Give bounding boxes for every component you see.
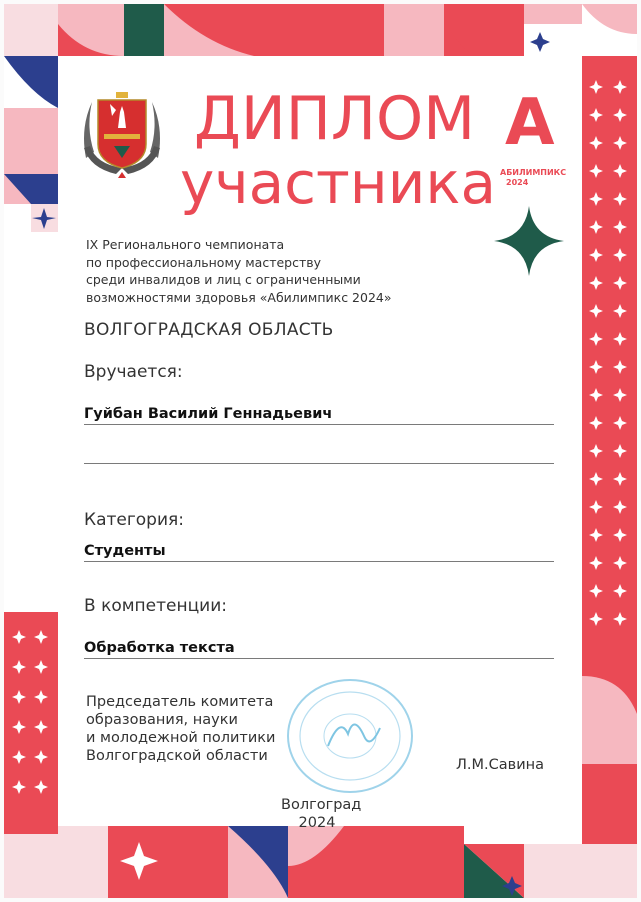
region-name: ВОЛГОГРАДСКАЯ ОБЛАСТЬ — [84, 320, 334, 340]
abilympics-logo-name: АБИЛИМПИКС — [500, 168, 567, 177]
issue-place-date — [281, 796, 362, 832]
awarded-label: Вручается: — [84, 362, 183, 382]
signatory-line: образования, науки — [86, 712, 238, 728]
diploma-subtitle: участника — [180, 149, 496, 217]
abilympics-logo-year: 2024 — [506, 178, 529, 187]
blank-underline — [84, 463, 554, 464]
volgograd-coat-of-arms-icon — [76, 88, 168, 180]
category-value: Студенты — [84, 543, 166, 559]
category-label: Категория: — [84, 510, 184, 530]
category-underline — [84, 561, 554, 562]
competence-value: Обработка текста — [84, 640, 235, 656]
diploma-title: ДИПЛОМ — [194, 84, 475, 154]
event-line: по профессиональному мастерству — [86, 254, 322, 270]
green-star-icon — [494, 206, 564, 276]
competence-underline — [84, 658, 554, 659]
event-description — [86, 236, 416, 306]
event-line: среди инвалидов и лиц с ограниченными — [86, 272, 361, 287]
issue-city: Волгоград — [281, 797, 362, 813]
awardee-name: Гуйбан Василий Геннадьевич — [84, 406, 333, 422]
bottom-border-decoration — [4, 826, 637, 898]
right-border-decoration — [582, 4, 637, 898]
signatory-title — [86, 693, 286, 765]
abilympics-logo-letter: А — [505, 86, 555, 160]
competence-label: В компетенции: — [84, 596, 228, 616]
top-border-decoration — [4, 4, 637, 56]
left-border-decoration — [4, 4, 58, 898]
official-stamp-icon — [284, 676, 416, 796]
issue-year: 2024 — [298, 815, 336, 831]
signatory-name: Л.М.Савина — [456, 757, 544, 773]
event-line: IX Регионального чемпионата — [86, 237, 285, 252]
signatory-line: Волгоградской области — [86, 748, 268, 764]
signatory-line: Председатель комитета — [86, 694, 274, 710]
name-underline — [84, 424, 554, 425]
event-line: возможностями здоровья «Абилимпикс 2024» — [86, 289, 392, 305]
signatory-line: и молодежной политики — [86, 730, 276, 746]
